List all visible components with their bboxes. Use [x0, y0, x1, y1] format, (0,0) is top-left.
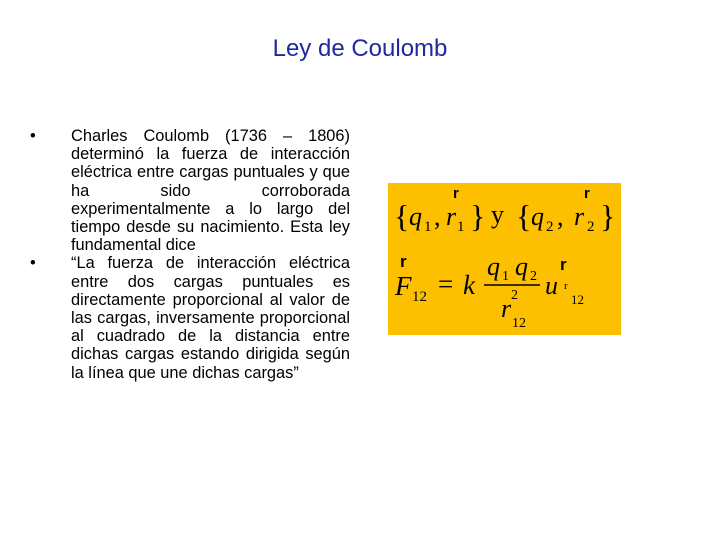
position-r2-subscript: 2: [587, 219, 595, 235]
numerator-q2-subscript: 2: [530, 269, 537, 284]
position-r2: r: [574, 202, 585, 231]
equals-sign: =: [438, 269, 454, 299]
brace-close: }: [600, 198, 616, 234]
page-title: Ley de Coulomb: [272, 35, 448, 62]
comma: ,: [557, 202, 564, 231]
formula-box: [388, 183, 621, 335]
vector-arrow-icon: r: [584, 185, 590, 202]
charge-q1-subscript: 1: [424, 219, 432, 235]
force-F: F: [395, 271, 412, 301]
denominator-subscript: 12: [512, 316, 526, 331]
numerator-q1-subscript: 1: [502, 269, 509, 284]
brace-open: {: [394, 198, 410, 234]
vector-arrow-icon: r: [400, 252, 407, 271]
comma: ,: [434, 202, 441, 231]
unit-vector-subscript: 12: [571, 292, 584, 307]
numerator-q2: q: [515, 252, 528, 281]
constant-k: k: [463, 270, 475, 300]
charge-q1: q: [409, 202, 422, 231]
vector-arrow-icon: r: [560, 255, 567, 274]
unit-vector-sub-r: r: [564, 280, 568, 292]
vector-arrow-icon: r: [453, 185, 459, 202]
bullet-list: [30, 127, 350, 382]
denominator-exponent: 2: [511, 288, 518, 303]
brace-close: }: [470, 198, 486, 234]
numerator-q1: q: [487, 252, 500, 281]
bullet-item: • Charles Coulomb (1736 – 1806) determinó la fuerza de interacción eléctrica entre cargas puntuales y que ha sido corroborada experimentalmente a lo largo del tiempo desde su nacimiento. Esta ley fundamental dice: [30, 127, 350, 254]
charge-q2-subscript: 2: [546, 219, 554, 235]
unit-vector-u: u: [545, 271, 558, 300]
position-r1: r: [446, 202, 457, 231]
position-r1-subscript: 1: [457, 219, 465, 235]
bullet-item: • “La fuerza de interacción eléctrica entre dos cargas puntuales es directamente proporcional al valor de las cargas, inversamente proporcional al cuadrado de la distancia entre dichas cargas estando dirigida según la línea que une dichas cargas”: [30, 254, 350, 381]
charge-q2: q: [531, 202, 544, 231]
coulomb-formula: [388, 183, 621, 335]
connector-y: y: [491, 200, 504, 229]
brace-open: {: [516, 198, 532, 234]
denominator-r: r: [501, 294, 512, 323]
force-subscript: 12: [412, 289, 427, 305]
